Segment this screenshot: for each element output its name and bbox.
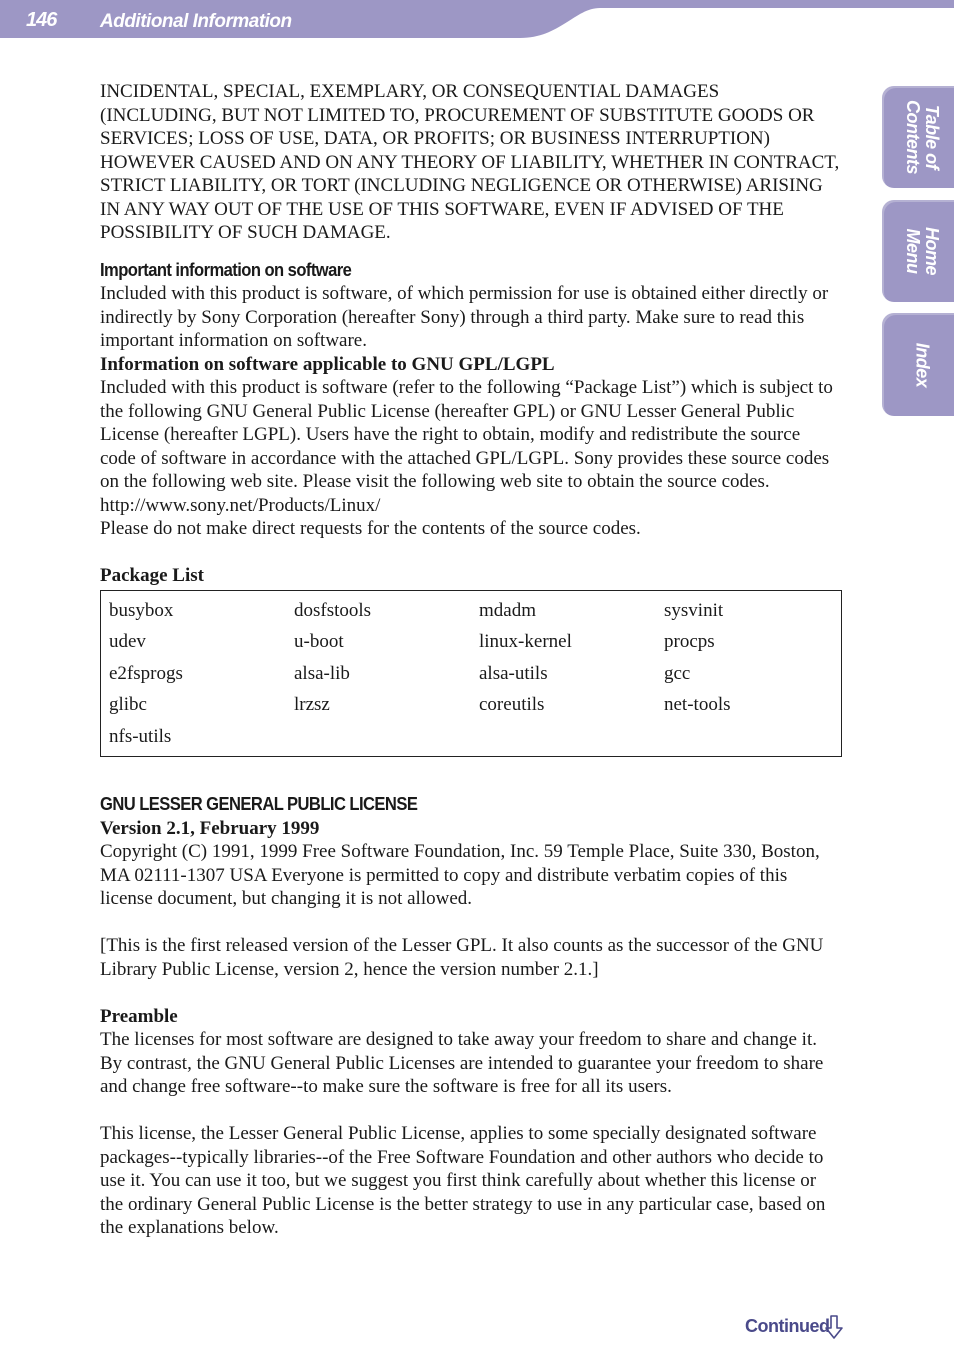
page-number: 146 (26, 9, 57, 31)
table-cell: gcc (664, 662, 691, 684)
tab-table-of-contents-label: Table of Contents (903, 100, 942, 174)
table-row (101, 721, 841, 753)
tab-index[interactable] (882, 313, 954, 416)
table-cell: procps (664, 631, 715, 652)
table-cell: alsa-utils (479, 662, 548, 684)
gpl-paragraph: Included with this product is software (refer to the following “Package List”) which is subject to the following GNU General Public License (hereafter GPL) or GNU Lesser General Public License (hereafter LGPL). Users have the right to obtain, modify and redistribute the source code of software in accordance with the attached GPL/LGPL. Sony provides these source codes on the following web site. Please visit the following web site to obtain the source codes. (100, 377, 833, 492)
software-paragraph: Included with this product is software, of which permission for use is obtained either directly or indirectly by Sony Corporation (hereafter Sony) through a third party. Make sure to read this important information on software. (100, 283, 829, 351)
table-cell: glibc (109, 694, 147, 715)
continued-link[interactable]: Continued (745, 1316, 830, 1336)
table-cell: linux-kernel (479, 631, 572, 652)
source-note: Please do not make direct requests for the contents of the source codes. (100, 518, 641, 539)
tab-home-menu-label: Home Menu (903, 226, 942, 276)
table-cell: net-tools (664, 694, 731, 715)
package-list-heading: Package List (100, 565, 204, 586)
source-url: http://www.sony.net/Products/Linux/ (100, 494, 381, 516)
gpl-heading: Information on software applicable to GNU GPL/LGPL (100, 353, 555, 375)
down-arrow-icon (824, 1314, 844, 1340)
table-cell: u-boot (294, 631, 344, 652)
table-cell: dosfstools (294, 599, 372, 621)
table-cell: udev (109, 631, 146, 652)
preamble-paragraph-2: This license, the Lesser General Public License, applies to some specially designated software packages--typically libraries--of the Free Software Foundation and other authors who decide to use it. You can use it too, but we suggest you first think carefully about whether this license or the ordinary General Public License is the better strategy to use in any particular case, based on the explanations below. (100, 1123, 826, 1238)
lgpl-heading: GNU LESSER GENERAL PUBLIC LICENSE (100, 794, 418, 814)
table-cell: e2fsprogs (109, 662, 183, 684)
tab-home-menu[interactable] (882, 200, 954, 302)
section-title: Additional Information (100, 11, 292, 32)
page-header (0, 0, 954, 40)
table-cell: sysvinit (664, 599, 724, 621)
tab-table-of-contents[interactable] (882, 86, 954, 188)
table-cell: alsa-lib (294, 662, 350, 684)
preamble-paragraph-1: The licenses for most software are designed to take away your freedom to share and change it. By contrast, the GNU General Public Licenses are intended to guarantee your freedom to share and change free software--to make sure the software is free for all its users. (100, 1029, 824, 1097)
tab-index-label: Index (912, 342, 933, 387)
main-content (100, 80, 840, 1240)
table-row (101, 689, 841, 721)
table-cell: lrzsz (294, 694, 330, 715)
table-cell: busybox (109, 599, 174, 621)
table-row (101, 595, 841, 627)
intro-paragraph: INCIDENTAL, SPECIAL, EXEMPLARY, OR CONSEQUENTIAL DAMAGES (INCLUDING, BUT NOT LIMITED TO, PROCUREMENT OF SUBSTITUTE GOODS OR SERVICES; LOSS OF USE, DATA, OR PROFITS; OR BUSINESS INTERRUPTION) HOWEVER CAUSED AND ON ANY THEORY OF LIABILITY, WHETHER IN CONTRACT, STRICT LIABILITY, OR TORT (INCLUDING NEGLIGENCE OR OTHERWISE) ARISING IN ANY WAY OUT OF THE USE OF THIS SOFTWARE, EVEN IF ADVISED OF THE POSSIBILITY OF SUCH DAMAGE. (100, 81, 840, 243)
lgpl-first-release-note: [This is the first released version of the Lesser GPL. It also counts as the successor of the GNU Library Public License, version 2, hence the version number 2.1.] (100, 935, 824, 980)
table-row (101, 658, 841, 690)
lgpl-version: Version 2.1, February 1999 (100, 817, 320, 839)
software-heading: Important information on software (100, 259, 352, 280)
preamble-heading: Preamble (100, 1005, 178, 1027)
table-cell: mdadm (479, 599, 536, 621)
table-cell: nfs-utils (109, 725, 172, 747)
table-cell: coreutils (479, 694, 545, 715)
package-table (100, 590, 842, 758)
table-row (101, 626, 841, 658)
lgpl-copyright: Copyright (C) 1991, 1999 Free Software Foundation, Inc. 59 Temple Place, Suite 330, Boston, MA 02111-1307 USA Everyone is permitted to copy and distribute verbatim copies of this license document, but changing it is not allowed. (100, 841, 820, 909)
